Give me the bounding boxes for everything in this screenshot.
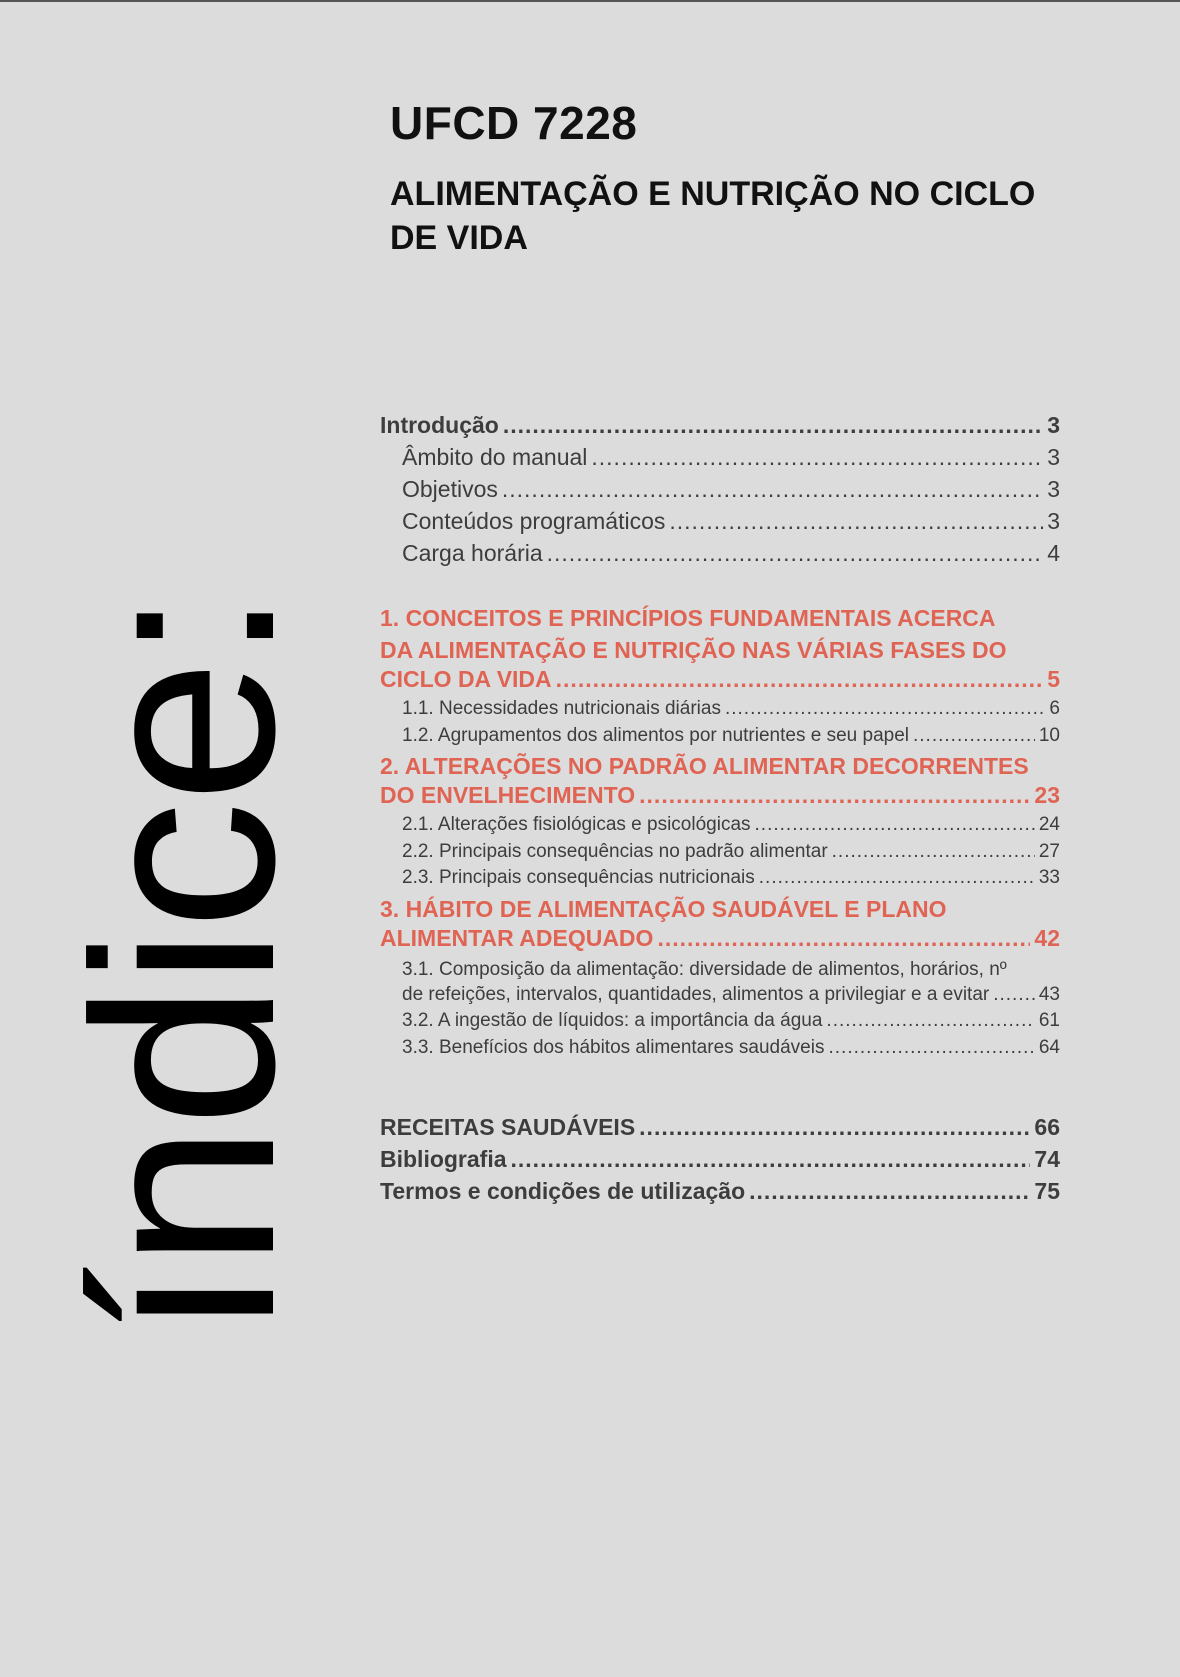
toc-entry-introducao[interactable] <box>380 412 1060 444</box>
toc-entry-page: 10 <box>1038 724 1060 746</box>
dot-leader <box>511 1146 1031 1173</box>
toc-entry-label: CICLO DA VIDA <box>380 666 552 692</box>
toc-entry-page: 43 <box>1038 983 1060 1005</box>
toc-entry-label: 1.1. Necessidades nutricionais diárias <box>402 698 721 719</box>
toc-entry-page: 66 <box>1034 1114 1060 1140</box>
toc-entry-page: 3 <box>1047 412 1060 438</box>
toc-entry-label: Termos e condições de utilização <box>380 1178 746 1204</box>
toc-chapter-2 <box>380 750 1060 894</box>
top-border <box>0 0 1180 2</box>
toc-entry-bibliografia[interactable] <box>380 1146 1060 1178</box>
dot-leader <box>759 867 1035 889</box>
chapter-1-title-line2[interactable]: DA ALIMENTAÇÃO E NUTRIÇÃO NAS VÁRIAS FASES DO <box>380 637 1007 663</box>
dot-leader <box>657 925 1030 952</box>
toc-entry-page: 3 <box>1047 476 1060 502</box>
chapter-3-title-line2[interactable] <box>380 925 1060 957</box>
dot-leader <box>725 698 1045 720</box>
toc-entry-carga-horaria[interactable] <box>380 540 1060 572</box>
toc-entry-3-3[interactable] <box>380 1037 1060 1064</box>
toc-entry-page: 74 <box>1034 1146 1060 1172</box>
toc-entry-3-1-line2[interactable] <box>380 984 1060 1011</box>
toc-entry-label: Conteúdos programáticos <box>402 508 666 534</box>
toc-entry-2-2[interactable] <box>380 841 1060 868</box>
toc-entry-label: 3.3. Benefícios dos hábitos alimentares saudáveis <box>402 1036 825 1058</box>
toc-entry-label: Introdução <box>380 412 499 438</box>
toc-entry-label: de refeições, intervalos, quantidades, alimentos a privilegiar e a evitar <box>402 983 990 1005</box>
toc-entry-page: 42 <box>1034 925 1060 951</box>
chapter-3-title-line1[interactable]: 3. HÁBITO DE ALIMENTAÇÃO SAUDÁVEL E PLANO <box>380 896 947 922</box>
toc-entry-label: Âmbito do manual <box>402 444 588 470</box>
toc-entry-1-2[interactable] <box>380 725 1060 752</box>
toc-entry-receitas[interactable] <box>380 1114 1060 1146</box>
dot-leader <box>669 508 1043 535</box>
toc-entry-label: ALIMENTAR ADEQUADO <box>380 925 654 951</box>
toc-entry-label: Carga horária <box>402 540 543 566</box>
toc-entry-3-1-line1[interactable]: 3.1. Composição da alimentação: diversidade de alimentos, horários, nº <box>402 959 1007 980</box>
toc-entry-label: Objetivos <box>402 476 498 502</box>
dot-leader <box>749 1178 1030 1205</box>
toc-entry-label: 2.2. Principais consequências no padrão alimentar <box>402 840 828 862</box>
dot-leader <box>826 1010 1034 1032</box>
toc-entry-page: 33 <box>1038 867 1060 888</box>
toc-entry-page: 23 <box>1034 782 1060 808</box>
dot-leader <box>591 444 1043 471</box>
toc-end-section <box>380 1114 1060 1210</box>
chapter-2-title-line1[interactable]: 2. ALTERAÇÕES NO PADRÃO ALIMENTAR DECORRENTES <box>380 753 1029 779</box>
dot-leader <box>913 725 1035 747</box>
toc-entry-conteudos[interactable] <box>380 508 1060 540</box>
toc-entry-page: 61 <box>1038 1010 1060 1031</box>
toc-entry-page: 6 <box>1049 698 1060 719</box>
dot-leader <box>503 412 1043 439</box>
toc-entry-ambito[interactable] <box>380 444 1060 476</box>
toc-entry-page: 3 <box>1047 508 1060 534</box>
dot-leader <box>639 782 1030 809</box>
toc-intro-section <box>380 412 1060 572</box>
toc-entry-page: 75 <box>1034 1178 1060 1204</box>
toc-entry-3-2[interactable] <box>380 1010 1060 1037</box>
toc-chapter-1 <box>380 602 1060 751</box>
toc-entry-page: 3 <box>1047 444 1060 470</box>
toc-entry-page: 5 <box>1047 666 1060 692</box>
toc-entry-objetivos[interactable] <box>380 476 1060 508</box>
dot-leader <box>639 1114 1030 1141</box>
toc-entry-label: RECEITAS SAUDÁVEIS <box>380 1114 636 1140</box>
toc-entry-page: 27 <box>1038 840 1060 862</box>
vertical-index-word: índice: <box>39 591 328 1338</box>
toc-entry-termos[interactable] <box>380 1178 1060 1210</box>
toc-entry-page: 24 <box>1038 814 1060 835</box>
toc-entry-label: Bibliografia <box>380 1146 507 1172</box>
dot-leader <box>755 814 1035 836</box>
dot-leader <box>502 476 1043 503</box>
toc-chapter-3 <box>380 893 1060 1063</box>
toc-entry-page: 64 <box>1038 1036 1060 1058</box>
toc-entry-2-1[interactable] <box>380 814 1060 841</box>
chapter-1-title-line3[interactable] <box>380 666 1060 698</box>
course-title: ALIMENTAÇÃO E NUTRIÇÃO NO CICLO DE VIDA <box>390 175 1036 257</box>
dot-leader <box>547 540 1044 567</box>
toc-entry-page: 4 <box>1047 540 1060 566</box>
dot-leader <box>828 1037 1034 1059</box>
dot-leader <box>556 666 1044 693</box>
toc-entry-label: 2.1. Alterações fisiológicas e psicológicas <box>402 814 751 835</box>
course-code: UFCD 7228 <box>390 97 638 149</box>
chapter-2-title-line2[interactable] <box>380 782 1060 814</box>
dot-leader <box>993 984 1035 1006</box>
toc-entry-label: DO ENVELHECIMENTO <box>380 782 636 808</box>
toc-entry-1-1[interactable] <box>380 698 1060 725</box>
dot-leader <box>832 841 1035 863</box>
chapter-1-title-line1[interactable]: 1. CONCEITOS E PRINCÍPIOS FUNDAMENTAIS ACERCA <box>380 605 996 631</box>
toc-entry-label: 3.2. A ingestão de líquidos: a importância da água <box>402 1010 823 1031</box>
toc-entry-label: 2.3. Principais consequências nutricionais <box>402 867 755 888</box>
toc-entry-2-3[interactable] <box>380 867 1060 894</box>
toc-entry-label: 1.2. Agrupamentos dos alimentos por nutrientes e seu papel <box>402 724 909 746</box>
